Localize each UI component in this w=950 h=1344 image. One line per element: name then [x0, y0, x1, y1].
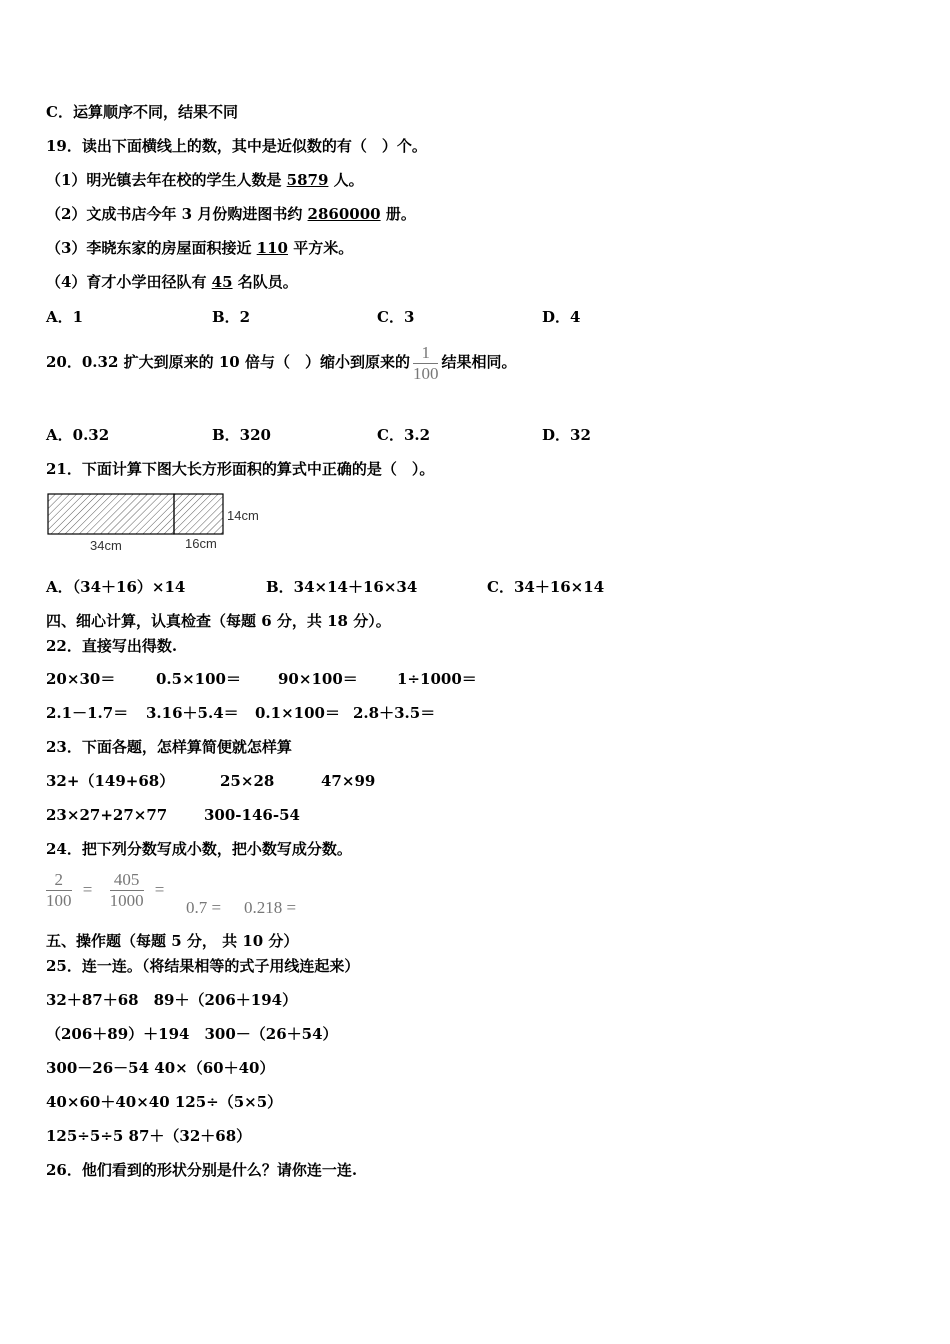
q21-option-c: C．34＋16×14 — [487, 578, 605, 596]
q24-decimal-2: 0.218 = — [244, 898, 297, 917]
section-5-title: 五、操作题（每题 5 分， 共 10 分） — [46, 932, 299, 950]
label-height: 14cm — [227, 508, 259, 523]
q22-r1-c1: 20×30＝ — [46, 670, 116, 688]
q20-fraction — [413, 343, 439, 384]
q20-fraction-denominator: 100 — [412, 363, 439, 383]
q19-option-d: D．4 — [542, 308, 581, 326]
q19-option-b: B．2 — [212, 308, 251, 326]
q22-r1-c3: 90×100＝ — [278, 670, 358, 688]
q19-option-c: C．3 — [377, 308, 415, 326]
q19-item-3-number: 110 — [256, 239, 288, 257]
q24-fraction-1-denominator: 100 — [46, 891, 72, 910]
q19-item-2-unit: 册。 — [380, 205, 416, 223]
q21-option-a: A．（34＋16）×14 — [46, 578, 186, 596]
q25-row-5: 125÷5÷5 87＋（32＋68） — [46, 1127, 252, 1145]
q24-expressions — [46, 870, 164, 911]
q21-option-b: B．34×14＋16×34 — [266, 578, 418, 596]
q24-decimal-1: 0.7 = — [186, 898, 222, 917]
q25-stem: 25．连一连。（将结果相等的式子用线连起来） — [46, 957, 360, 975]
label-width-right: 16cm — [185, 536, 217, 551]
q22-stem: 22．直接写出得数. — [46, 637, 178, 655]
q23-r1-c1: 32+（149+68） — [46, 772, 175, 790]
q23-r2-c1: 23×27+27×77 — [46, 806, 168, 824]
q19-item-2 — [46, 204, 416, 224]
q19-item-4-number: 45 — [211, 273, 233, 291]
q19-item-3-unit: 平方米。 — [287, 239, 354, 257]
q24-stem: 24．把下列分数写成小数，把小数写成分数。 — [46, 840, 352, 858]
q25-row-4: 40×60＋40×40 125÷（5×5） — [46, 1093, 283, 1111]
q18-option-c: C．运算顺序不同，结果不同 — [46, 103, 238, 121]
q19-item-4-unit: 名队员。 — [232, 273, 298, 291]
q19-item-1-text: （1）明光镇去年在校的学生人数是 — [46, 171, 287, 189]
q25-row-3: 300－26－54 40×（60＋40） — [46, 1059, 275, 1077]
q24-fraction-1 — [46, 870, 72, 911]
q20-option-d: D．32 — [542, 426, 591, 444]
q22-r1-c2: 0.5×100＝ — [156, 670, 241, 688]
rect-left-34cm — [48, 494, 174, 534]
q20-option-c: C．3.2 — [377, 426, 431, 444]
q24-equals-1: = — [82, 879, 93, 899]
q19-item-1-unit: 人。 — [328, 171, 364, 189]
q19-item-4 — [46, 272, 298, 292]
q19-item-2-text: （2）文成书店今年 3 月份购进图书约 — [46, 205, 308, 223]
q24-fraction-1-numerator: 2 — [54, 870, 63, 889]
q20-stem-text: 20．0.32 扩大到原来的 10 倍与（ ）缩小到原来的 — [46, 353, 410, 371]
q26-stem: 26．他们看到的形状分别是什么？请你连一连. — [46, 1161, 358, 1179]
q24-equals-2: = — [154, 879, 165, 899]
q24-fraction-2-numerator: 405 — [113, 870, 140, 889]
q20-option-b: B．320 — [212, 426, 271, 444]
q19-item-3 — [46, 238, 353, 258]
q22-r1-c4: 1÷1000＝ — [397, 670, 477, 688]
q19-stem: 19．读出下面横线上的数，其中是近似数的有（ ）个。 — [46, 137, 427, 155]
q23-stem: 23．下面各题，怎样算简便就怎样算 — [46, 738, 292, 756]
label-width-left: 34cm — [90, 538, 122, 553]
q20-stem-end: 结果相同。 — [441, 353, 517, 371]
q24-fraction-2-denominator: 1000 — [109, 891, 144, 910]
q23-r1-c2: 25×28 — [220, 772, 275, 790]
q19-item-3-text: （3）李晓东家的房屋面积接近 — [46, 239, 257, 257]
q19-option-a: A．1 — [46, 308, 84, 326]
q19-item-2-number: 2860000 — [307, 205, 381, 223]
q20-stem — [46, 340, 516, 384]
q25-row-2: （206＋89）＋194 300－（26＋54） — [46, 1025, 338, 1043]
q20-fraction-numerator: 1 — [421, 342, 430, 362]
q22-r2-c1: 2.1－1.7＝ — [46, 704, 129, 722]
q22-r2-c4: 2.8＋3.5＝ — [353, 704, 436, 722]
q19-item-1-number: 5879 — [286, 171, 329, 189]
q22-r2-c3: 0.1×100＝ — [255, 704, 340, 722]
q21-stem: 21．下面计算下图大长方形面积的算式中正确的是（ ）。 — [46, 460, 435, 478]
rect-right-16cm — [174, 494, 223, 534]
q23-r1-c3: 47×99 — [321, 772, 376, 790]
q19-item-4-text: （4）育才小学田径队有 — [46, 273, 212, 291]
rectangle-figure — [40, 488, 280, 556]
q23-r2-c2: 300-146-54 — [204, 806, 300, 824]
q22-r2-c2: 3.16＋5.4＝ — [146, 704, 239, 722]
q19-item-1 — [46, 170, 364, 190]
section-4-title: 四、细心计算，认真检查（每题 6 分，共 18 分）。 — [46, 612, 391, 630]
q20-option-a: A．0.32 — [46, 426, 110, 444]
q25-row-1: 32＋87＋68 89＋（206＋194） — [46, 991, 298, 1009]
q24-fraction-2 — [110, 870, 144, 911]
